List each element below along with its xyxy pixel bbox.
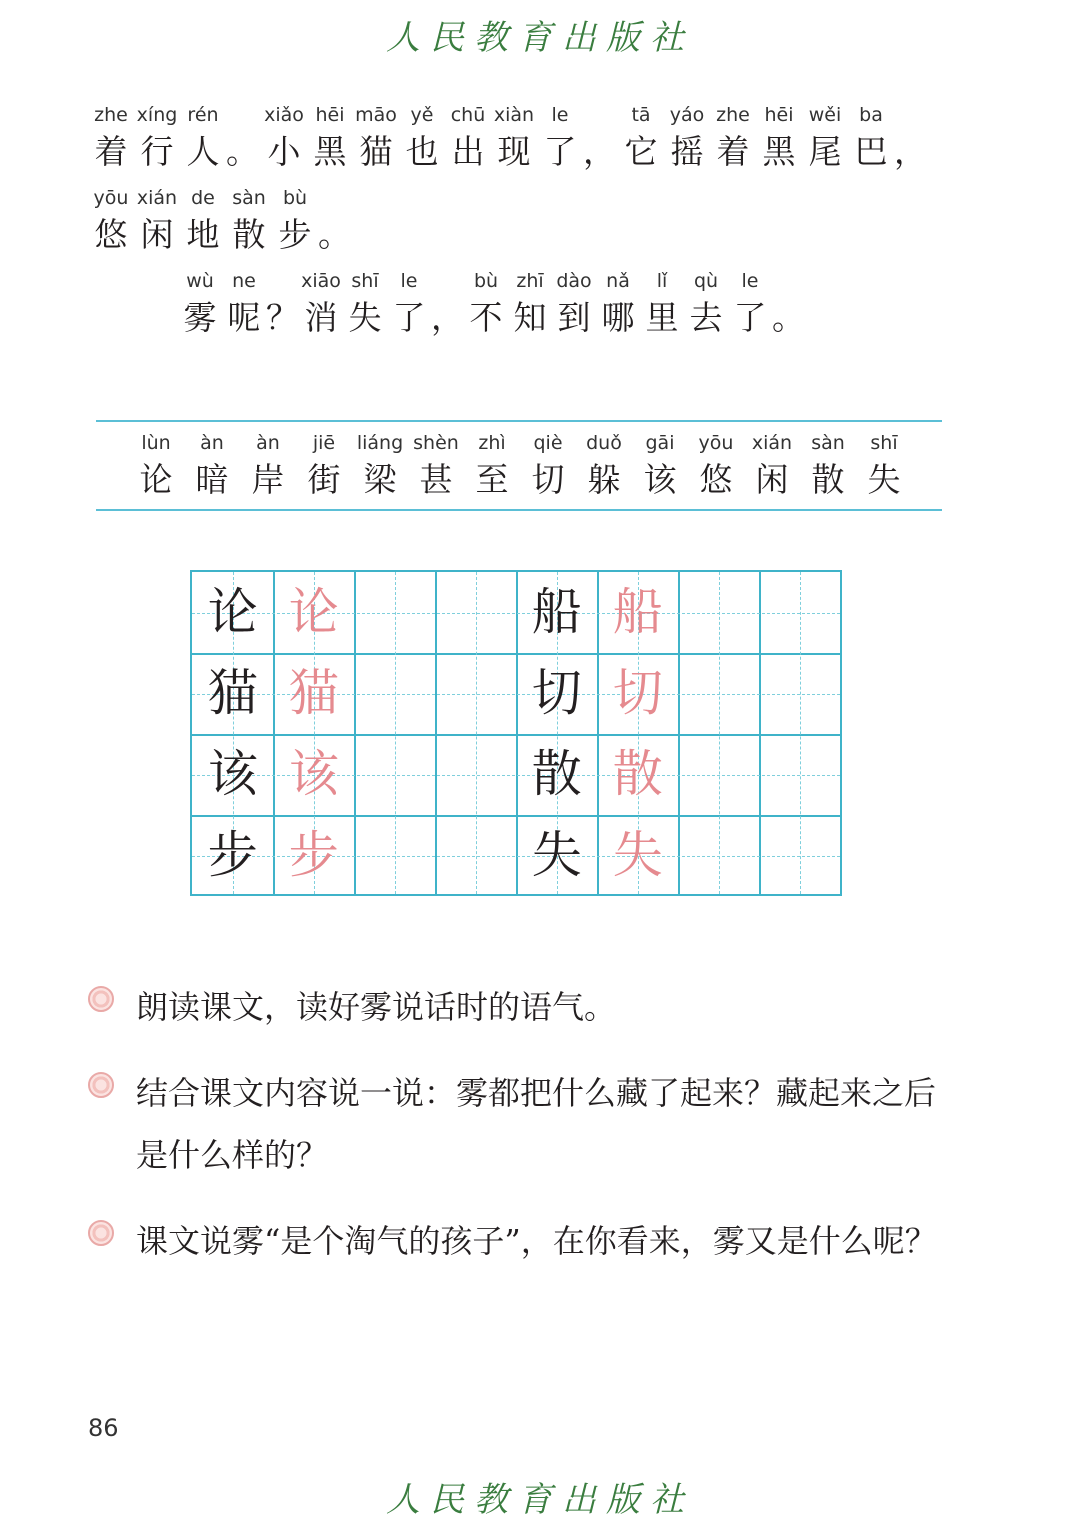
publisher-logo-top: 人民教育出版社 <box>386 18 694 58</box>
hanzi: 摇 <box>670 132 704 171</box>
pinyin: xiǎo <box>264 104 304 126</box>
pinyin-character <box>618 100 664 174</box>
pinyin: ba <box>859 104 883 126</box>
model-character: 该 <box>207 745 258 803</box>
pinyin-character <box>848 100 894 174</box>
model-character-cell <box>516 815 598 897</box>
trace-character-cell <box>597 572 679 654</box>
pinyin <box>772 266 805 296</box>
hanzi: 切 <box>531 460 565 499</box>
pinyin <box>894 100 929 130</box>
model-character: 猫 <box>207 664 258 722</box>
trace-character: 论 <box>288 583 339 641</box>
grid-line <box>759 572 761 894</box>
hanzi: 甚 <box>419 460 453 499</box>
pinyin: jiē <box>312 432 336 454</box>
pinyin <box>266 266 299 296</box>
pinyin: zhe <box>94 104 128 126</box>
pinyin: àn <box>256 432 280 454</box>
vocab-top-rule <box>96 420 942 422</box>
hanzi: 散 <box>232 215 266 254</box>
pinyin: chū <box>450 104 486 126</box>
pinyin-character <box>226 183 272 257</box>
hanzi: 巴 <box>854 132 888 171</box>
pinyin: zhì <box>478 432 506 454</box>
pinyin: māo <box>355 104 397 126</box>
pinyin-character <box>222 266 266 340</box>
pinyin: le <box>741 270 759 292</box>
pinyin-character <box>296 428 352 502</box>
hanzi: 地 <box>186 215 220 254</box>
hanzi: 不 <box>469 298 503 337</box>
pinyin: bù <box>473 270 499 292</box>
punctuation-mark: 。 <box>772 298 805 337</box>
model-character: 步 <box>207 826 258 884</box>
pinyin-character <box>178 266 222 340</box>
pinyin: hēi <box>315 104 345 126</box>
hanzi: 雾 <box>183 298 217 337</box>
pinyin-character <box>520 428 576 502</box>
pinyin-character <box>299 266 343 340</box>
hanzi: 黑 <box>313 132 347 171</box>
trace-character: 该 <box>288 745 339 803</box>
trace-character-cell <box>597 815 679 897</box>
pinyin: lǐ <box>656 270 668 292</box>
pinyin: xián <box>751 432 793 454</box>
trace-character-cell <box>273 572 355 654</box>
pinyin: zhe <box>716 104 750 126</box>
publisher-logo-bottom: 人民教育出版社 <box>386 1480 694 1520</box>
hanzi: 失 <box>867 460 901 499</box>
hanzi: 岸 <box>251 460 285 499</box>
pinyin-character <box>464 428 520 502</box>
pinyin: qù <box>693 270 719 292</box>
pinyin-character <box>856 428 912 502</box>
pinyin-character <box>464 266 508 340</box>
hanzi: 猫 <box>359 132 393 171</box>
hanzi: 街 <box>307 460 341 499</box>
hanzi: 去 <box>689 298 723 337</box>
pinyin: le <box>551 104 569 126</box>
question-text: 课文说雾“是个淘气的孩子”，在你看来，雾又是什么呢？ <box>136 1222 937 1260</box>
pinyin: tā <box>631 104 651 126</box>
punctuation <box>266 266 299 340</box>
model-character-cell <box>192 572 274 654</box>
pinyin-character <box>632 428 688 502</box>
pinyin-character <box>728 266 772 340</box>
punctuation <box>772 266 805 340</box>
hanzi: 行 <box>140 132 174 171</box>
question-bullet-icon <box>88 1220 114 1246</box>
pinyin: ne <box>232 270 256 292</box>
hanzi: 散 <box>811 460 845 499</box>
hanzi: 着 <box>716 132 750 171</box>
pinyin-character <box>387 266 431 340</box>
hanzi: 论 <box>139 460 173 499</box>
pinyin: shī <box>351 270 379 292</box>
grid-guide <box>800 572 801 894</box>
hanzi: 呢 <box>227 298 261 337</box>
pinyin-character <box>537 100 583 174</box>
pinyin: rén <box>187 104 219 126</box>
punctuation-mark: ？ <box>266 298 299 337</box>
trace-character-cell <box>597 734 679 816</box>
trace-character: 猫 <box>288 664 339 722</box>
pinyin-character <box>272 183 318 257</box>
pinyin: wù <box>186 270 214 292</box>
pinyin <box>318 183 353 213</box>
model-character: 船 <box>531 583 582 641</box>
grid-guide <box>395 572 396 894</box>
model-character-cell <box>192 653 274 735</box>
punctuation <box>318 183 353 257</box>
model-character: 切 <box>531 664 582 722</box>
pinyin-character <box>343 266 387 340</box>
pinyin-character <box>576 428 632 502</box>
hanzi: 到 <box>557 298 591 337</box>
hanzi: 出 <box>451 132 485 171</box>
pinyin-character <box>756 100 802 174</box>
pinyin-character <box>800 428 856 502</box>
passage-line-2 <box>88 183 353 257</box>
pinyin-character <box>88 100 134 174</box>
pinyin-character <box>240 428 296 502</box>
hanzi: 尾 <box>808 132 842 171</box>
pinyin: sàn <box>232 187 266 209</box>
model-character-cell <box>192 815 274 897</box>
hanzi: 里 <box>645 298 679 337</box>
pinyin-character <box>552 266 596 340</box>
pinyin: duǒ <box>586 432 622 454</box>
trace-character: 船 <box>612 583 663 641</box>
question-text: 朗读课文，读好雾说话时的语气。 <box>136 988 617 1026</box>
trace-character-cell <box>273 815 355 897</box>
hanzi: 躲 <box>587 460 621 499</box>
pinyin-character <box>491 100 537 174</box>
pinyin-character <box>261 100 307 174</box>
grid-guide <box>719 572 720 894</box>
pinyin-character <box>684 266 728 340</box>
pinyin-character <box>710 100 756 174</box>
model-character-cell <box>516 734 598 816</box>
question-bullet-icon <box>88 1072 114 1098</box>
hanzi: 至 <box>475 460 509 499</box>
model-character: 论 <box>207 583 258 641</box>
pinyin-character <box>184 428 240 502</box>
pinyin: xiàn <box>493 104 535 126</box>
hanzi: 了 <box>733 298 767 337</box>
pinyin-character <box>688 428 744 502</box>
pinyin-character <box>596 266 640 340</box>
punctuation-mark: ， <box>583 132 616 171</box>
hanzi: 该 <box>643 460 677 499</box>
pinyin-character <box>744 428 800 502</box>
pinyin: nǎ <box>606 270 630 292</box>
vocab-bottom-rule <box>96 509 942 511</box>
pinyin <box>226 100 261 130</box>
model-character-cell <box>516 653 598 735</box>
grid-guide <box>476 572 477 894</box>
trace-character-cell <box>273 734 355 816</box>
pinyin-character <box>134 100 180 174</box>
pinyin-character <box>180 100 226 174</box>
hanzi: 黑 <box>762 132 796 171</box>
trace-character-cell <box>597 653 679 735</box>
pinyin: liáng <box>356 432 404 454</box>
pinyin: zhī <box>516 270 544 292</box>
model-character: 散 <box>531 745 582 803</box>
punctuation-mark: 。 <box>318 215 351 254</box>
pinyin: hēi <box>764 104 794 126</box>
trace-character: 步 <box>288 826 339 884</box>
question-bullet-icon <box>88 986 114 1012</box>
trace-character: 切 <box>612 664 663 722</box>
writing-grid <box>190 570 842 896</box>
punctuation-mark: ， <box>894 132 927 171</box>
passage-line-1 <box>88 100 929 174</box>
punctuation <box>431 266 464 340</box>
question-text: 结合课文内容说一说：雾都把什么藏了起来？藏起来之后是什么样的？ <box>136 1074 937 1174</box>
pinyin-character <box>307 100 353 174</box>
hanzi: 悠 <box>699 460 733 499</box>
hanzi: 了 <box>392 298 426 337</box>
page-number: 86 <box>88 1414 119 1442</box>
hanzi: 闲 <box>140 215 174 254</box>
pinyin: shèn <box>413 432 459 454</box>
punctuation <box>226 100 261 174</box>
hanzi: 悠 <box>94 215 128 254</box>
pinyin-character <box>802 100 848 174</box>
hanzi: 现 <box>497 132 531 171</box>
pinyin-character <box>180 183 226 257</box>
pinyin: qiè <box>533 432 563 454</box>
pinyin: xián <box>136 187 178 209</box>
pinyin: yōu <box>698 432 734 454</box>
pinyin: dào <box>556 270 592 292</box>
model-character-cell <box>516 572 598 654</box>
pinyin-character <box>88 183 134 257</box>
pinyin: shī <box>870 432 898 454</box>
pinyin <box>431 266 464 296</box>
pinyin-character <box>352 428 408 502</box>
pinyin-character <box>128 428 184 502</box>
pinyin-character <box>640 266 684 340</box>
pinyin: xíng <box>136 104 178 126</box>
pinyin-character <box>353 100 399 174</box>
hanzi: 闲 <box>755 460 789 499</box>
model-character-cell <box>192 734 274 816</box>
pinyin: bù <box>282 187 308 209</box>
hanzi: 也 <box>405 132 439 171</box>
hanzi: 梁 <box>363 460 397 499</box>
hanzi: 小 <box>267 132 301 171</box>
punctuation <box>583 100 618 174</box>
pinyin: xiāo <box>301 270 341 292</box>
passage-line-3 <box>178 266 805 340</box>
pinyin: yě <box>410 104 434 126</box>
hanzi: 着 <box>94 132 128 171</box>
pinyin: de <box>191 187 215 209</box>
hanzi: 了 <box>543 132 577 171</box>
trace-character: 失 <box>612 826 663 884</box>
pinyin: lùn <box>141 432 171 454</box>
pinyin: wěi <box>808 104 842 126</box>
pinyin-character <box>399 100 445 174</box>
pinyin-character <box>664 100 710 174</box>
pinyin-character <box>508 266 552 340</box>
hanzi: 暗 <box>195 460 229 499</box>
punctuation <box>894 100 929 174</box>
hanzi: 哪 <box>601 298 635 337</box>
pinyin: gāi <box>645 432 675 454</box>
grid-line <box>435 572 437 894</box>
hanzi: 步 <box>278 215 312 254</box>
pinyin: àn <box>200 432 224 454</box>
pinyin-character <box>134 183 180 257</box>
hanzi: 消 <box>304 298 338 337</box>
trace-character: 散 <box>612 745 663 803</box>
pinyin-character <box>445 100 491 174</box>
punctuation-mark: ， <box>431 298 464 337</box>
hanzi: 知 <box>513 298 547 337</box>
pinyin-character <box>408 428 464 502</box>
pinyin: sàn <box>811 432 845 454</box>
punctuation-mark: 。 <box>226 132 259 171</box>
pinyin: yōu <box>93 187 129 209</box>
hanzi: 人 <box>186 132 220 171</box>
pinyin: le <box>400 270 418 292</box>
pinyin: yáo <box>669 104 705 126</box>
vocabulary-list <box>128 428 912 502</box>
hanzi: 它 <box>624 132 658 171</box>
trace-character-cell <box>273 653 355 735</box>
pinyin <box>583 100 618 130</box>
model-character: 失 <box>531 826 582 884</box>
hanzi: 失 <box>348 298 382 337</box>
